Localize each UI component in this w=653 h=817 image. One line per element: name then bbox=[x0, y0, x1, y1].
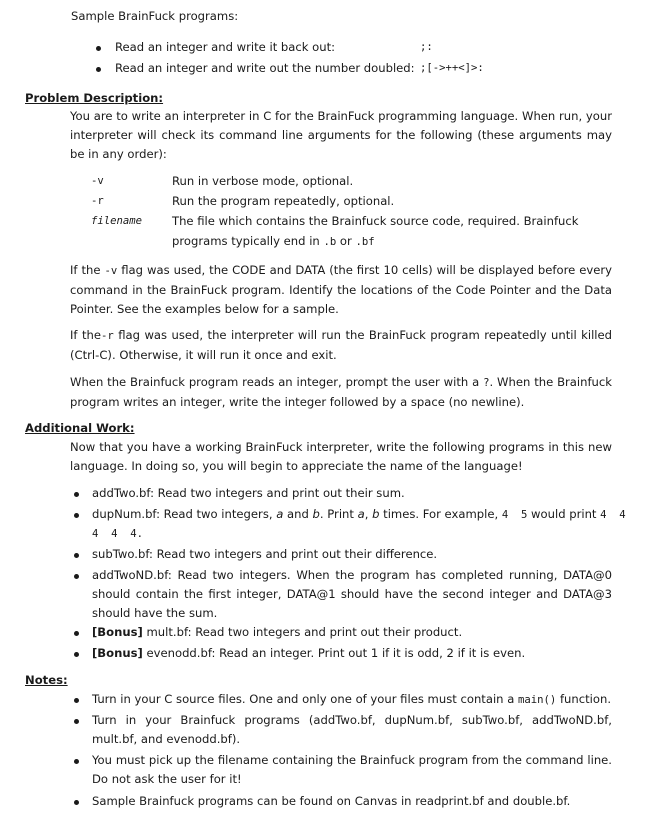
verbose-flag: -v bbox=[104, 265, 118, 277]
repeat-flag: -r bbox=[100, 330, 114, 342]
item-mult: [Bonus] mult.bf: Read two integers and print out their product. bbox=[92, 625, 463, 639]
notes-heading: Notes: bbox=[25, 673, 68, 687]
bullet-icon bbox=[74, 698, 79, 703]
main-function-code: main() bbox=[518, 694, 557, 706]
paragraph-verbose: If the -v flag was used, the CODE and DATA (the first 10 cells) will be displayed before every command in the BrainFuck program. Identify the locations of the Code Pointer and the Data Pointer. See the examples below for a sample. bbox=[70, 263, 612, 316]
item-subtwo: subTwo.bf: Read two integers and print out their difference. bbox=[92, 547, 438, 561]
additional-heading: Additional Work: bbox=[25, 421, 135, 435]
note-1: Turn in your C source files. One and only one of your files must contain a main() function. bbox=[92, 692, 612, 706]
dup-example-input: 4 5 bbox=[501, 509, 528, 521]
bullet-icon bbox=[96, 46, 101, 51]
bullet-icon bbox=[74, 652, 79, 657]
item-dupnum: dupNum.bf: Read two integers, a and b. Print a, b times. For example, 4 5 would print 4 4 bbox=[92, 507, 626, 521]
bullet-icon bbox=[74, 631, 79, 636]
arg-filename-desc-1: The file which contains the Brainfuck source code, required. Brainfuck bbox=[172, 214, 579, 228]
note-3: You must pick up the filename containing the Brainfuck program from the command line. Do not ask the user for it! bbox=[92, 753, 612, 786]
bullet-icon bbox=[96, 67, 101, 72]
bullet-icon bbox=[74, 492, 79, 497]
bullet-icon bbox=[74, 759, 79, 764]
sample-item-2-text: Read an integer and write out the number doubled: bbox=[115, 61, 415, 75]
item-addtwo: addTwo.bf: Read two integers and print out their sum. bbox=[92, 486, 405, 500]
bullet-icon bbox=[74, 513, 79, 518]
ext-b: .b bbox=[323, 236, 337, 248]
bullet-icon bbox=[74, 719, 79, 724]
bullet-icon bbox=[74, 800, 79, 805]
note-2: Turn in your Brainfuck programs (addTwo.bf, dupNum.bf, subTwo.bf, addTwoND.bf, mult.bf, and evenodd.bf). bbox=[92, 713, 612, 746]
note-4: Sample Brainfuck programs can be found on Canvas in readprint.bf and double.bf. bbox=[92, 794, 571, 808]
ext-bf: .bf bbox=[355, 236, 375, 248]
paragraph-integer-io: When the Brainfuck program reads an integer, prompt the user with a ?. When the Brainfuck program writes an integer, write the integer followed by a space (no newline). bbox=[70, 375, 612, 409]
problem-intro: You are to write an interpreter in C for the BrainFuck programming language. When run, your interpreter will check its command line arguments for the following (these arguments may be in any order): bbox=[70, 109, 612, 161]
arg-filename-flag: filename bbox=[91, 215, 143, 227]
additional-intro: Now that you have a working BrainFuck interpreter, write the following programs in this new language. In doing so, you will begin to appreciate the name of the language! bbox=[70, 440, 612, 473]
item-addtwond: addTwoND.bf: Read two integers. When the program has completed running, DATA@0 should contain the first integer, DATA@1 should have the second integer and DATA@3 should have the sum. bbox=[92, 568, 612, 620]
arg-v-flag: -v bbox=[91, 175, 104, 187]
sample-item-1-text: Read an integer and write it back out: bbox=[115, 40, 336, 54]
bullet-icon bbox=[74, 574, 79, 579]
arg-v-desc: Run in verbose mode, optional. bbox=[172, 174, 354, 188]
arg-r-flag: -r bbox=[91, 195, 104, 207]
paragraph-repeat: If the-r flag was used, the interpreter will run the BrainFuck program repeatedly until killed (Ctrl-C). Otherwise, it will run it once and exit. bbox=[70, 328, 613, 362]
arg-r-desc: Run the program repeatedly, optional. bbox=[172, 194, 395, 208]
dup-example-output-2: 4 4 4. bbox=[92, 528, 144, 540]
dup-example-output-1: 4 4 bbox=[600, 509, 626, 521]
bullet-icon bbox=[74, 553, 79, 558]
sample-item-2-code: ;[->++<]>: bbox=[420, 62, 484, 74]
item-evenodd: [Bonus] evenodd.bf: Read an integer. Print out 1 if it is odd, 2 if it is even. bbox=[92, 646, 526, 660]
sample-item-1-code: ;: bbox=[420, 41, 433, 53]
problem-heading: Problem Description: bbox=[25, 91, 164, 105]
prompt-char: ? bbox=[483, 377, 490, 389]
arg-filename-desc-2: programs typically end in .b or .bf bbox=[172, 234, 375, 248]
sample-title: Sample BrainFuck programs: bbox=[71, 9, 239, 23]
